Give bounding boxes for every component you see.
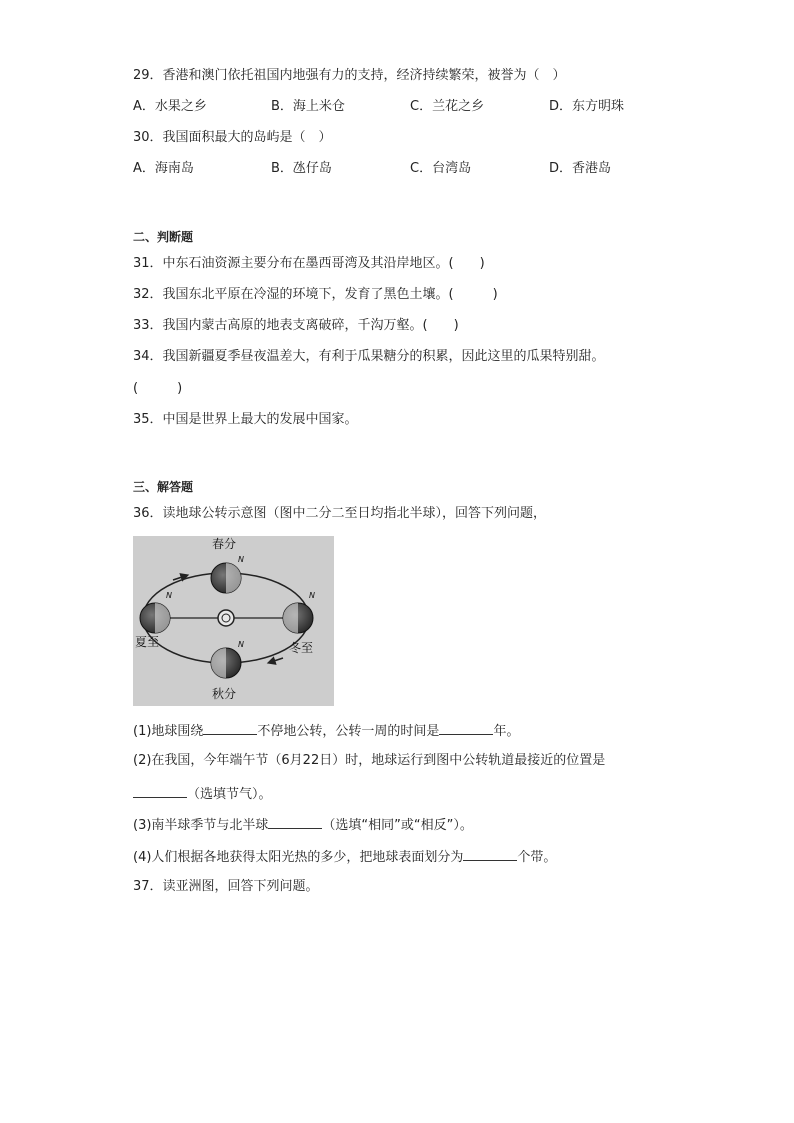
label-spring: 春分 [212,537,237,551]
question-36-sub4: (4)人们根据各地获得太阳光热的多少，把地球表面划分为 个带。 [133,847,556,867]
section-answer-heading: 三、解答题 [133,480,194,494]
question-37: 37．读亚洲图，回答下列问题。 [133,879,319,894]
earth-revolution-diagram [133,536,334,706]
q29-option-a: A．水果之乡 [133,99,207,114]
q30-option-d: D．香港岛 [549,161,612,176]
question-31: 31．中东石油资源主要分布在墨西哥湾及其沿岸地区。( ) [133,256,485,271]
label-winter: 冬至 [289,641,314,655]
label-summer: 夏至 [135,635,160,649]
north-label-autumn: N [238,640,244,649]
answer-blank [268,815,322,829]
north-label-summer: N [166,591,172,600]
question-30-stem: 30．我国面积最大的岛屿是（ ） [133,130,332,145]
answer-blank [439,721,493,735]
question-36-sub2-line1: (2)在我国，今年端午节（6月22日）时，地球运行到图中公转轨道最接近的位置是 [133,753,606,768]
answer-blank [463,847,517,861]
section-judgement-heading: 二、判断题 [133,230,194,244]
sun-icon [218,610,234,626]
question-29-stem: 29．香港和澳门依托祖国内地强有力的支持，经济持续繁荣，被誉为（ ） [133,68,566,83]
answer-blank [203,721,257,735]
question-33: 33．我国内蒙古高原的地表支离破碎，千沟万壑。( ) [133,318,459,333]
question-35: 35．中国是世界上最大的发展中国家。 [133,412,358,427]
label-autumn: 秋分 [212,687,237,701]
question-34-line1: 34．我国新疆夏季昼夜温差大，有利于瓜果糖分的积累，因此这里的瓜果特别甜。 [133,349,605,364]
q29-option-c: C．兰花之乡 [410,99,485,114]
q30-option-b: B．氹仔岛 [271,161,332,176]
q29-option-b: B．海上米仓 [271,99,345,114]
question-36-sub2-line2: （选填节气）。 [133,784,272,804]
answer-blank [133,784,187,798]
question-36-sub3: (3)南半球季节与北半球 （选填“相同”或“相反”）。 [133,815,473,835]
question-36-stem: 36．读地球公转示意图（图中二分二至日均指北半球），回答下列问题， [133,506,547,521]
q30-option-a: A．海南岛 [133,161,194,176]
question-32: 32．我国东北平原在冷湿的环境下，发育了黑色土壤。( ) [133,287,498,302]
north-label-winter: N [309,591,315,600]
question-36-sub1: (1)地球围绕 不停地公转，公转一周的时间是 年。 [133,721,519,741]
question-34-line2: ( ) [133,381,183,396]
q30-option-c: C．台湾岛 [410,161,472,176]
q29-option-d: D．东方明珠 [549,99,625,114]
north-label-spring: N [238,555,244,564]
